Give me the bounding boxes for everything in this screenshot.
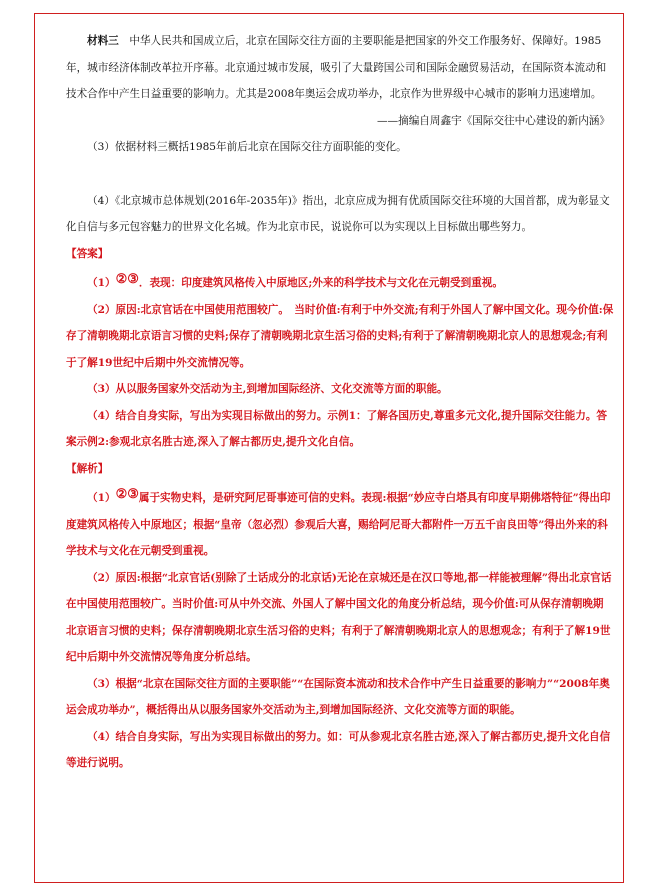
analysis-2: （2）原因:根据“北京官话(别除了土话成分的北京话)无论在京城还是在汉口等地,都一样能被理解”得出北京官话在中国使用范围较广。当时价值:可从中外交流、外国人了解中国文化的角度分析总结，现今价值:可从保存清朝晚期北京语言习惯的史料；保存清朝晚期北京生活习俗的史料；有利于了解清朝晚期北京人的思想观念；有利于了解19世纪中后期中外交流情况等角度分析总结。 <box>66 571 612 663</box>
analysis-4: （4）结合自身实际，写出为实现目标做出的努力。如：可从参观北京名胜古迹,深入了解古都历史,提升文化自信等进行说明。 <box>66 730 611 769</box>
analysis-3: （3）根据“北京在国际交往方面的主要职能”“在国际资本流动和技术合作中产生日益重要的影响力”“2008年奥运会成功举办”，概括得出从以服务国家外交活动为主,到增加国际经济、文化交流等方面的职能。 <box>66 677 610 716</box>
material3-source: ——摘编自周鑫宇《国际交往中心建设的新内涵》 <box>376 114 610 127</box>
analysis-1 <box>66 482 614 565</box>
question-3: （3）依据材料三概括1985年前后北京在国际交往方面职能的变化。 <box>87 141 407 153</box>
answer-1-circled-numbers: ②③ <box>115 272 139 287</box>
answer-4: （4）结合自身实际，写出为实现目标做出的努力。示例1：了解各国历史,尊重多元文化,提升国际交往能力。答案示例2:参观北京名胜古迹,深入了解古都历史,提升文化自信。 <box>66 409 608 448</box>
answer-1-prefix: （1） <box>87 277 116 289</box>
answer-header: 【答案】 <box>66 247 109 260</box>
material3-paragraph <box>66 28 614 108</box>
answer-3: （3）从以服务国家外交活动为主,到增加国际经济、文化交流等方面的职能。 <box>87 383 448 395</box>
analysis-1-circled-numbers: ②③ <box>115 487 139 502</box>
material3-label: 材料三 <box>87 35 119 47</box>
document-content <box>66 28 614 777</box>
spacer <box>66 161 614 188</box>
answer-2: （2）原因:北京官话在中国使用范围较广。 当时价值:有利于中外交流;有利于外国人了解中国文化。现今价值:保存了清朝晚期北京语言习惯的史料;保存了清朝晚期北京生活习俗的史料;有利于了解清朝晚期北京人的思想观念;有利于了解19世纪中后期中外交流情况等。 <box>66 303 614 369</box>
analysis-1-prefix: （1） <box>87 492 116 504</box>
material3-text: 中华人民共和国成立后，北京在国际交往方面的主要职能是把国家的外交工作服务好、保障好。1985年，城市经济体制改革拉开序幕。北京通过城市发展，吸引了大量跨国公司和国际金融贸易活动，在国际资本流动和技术合作中产生日益重要的影响力。尤其是2008年奥运会成功举办，北京作为世界级中心城市的影响力迅速增加。 <box>66 35 607 100</box>
question-4: （4）《北京城市总体规划(2016年-2035年)》指出，北京应成为拥有优质国际交往环境的大国首都，成为彰显文化自信与多元包容魅力的世界文化名城。作为北京市民，说说你可以为实现以上目标做出哪些努力。 <box>66 194 610 233</box>
answer-1-text: ．表现：印度建筑风格传入中原地区;外来的科学技术与文化在元朝受到重视。 <box>138 277 503 289</box>
analysis-header: 【解析】 <box>66 462 109 475</box>
analysis-1-text: 属于实物史料，是研究阿尼哥事迹可信的史料。表现:根据“妙应寺白塔具有印度早期佛塔特征”得出印度建筑风格传入中原地区；根据“皇帝（忽必烈）参观后大喜，赐给阿尼哥大都附件一万五千亩良田等”得出外来的科学技术与文化在元朝受到重视。 <box>66 492 611 557</box>
answer-1 <box>66 267 614 297</box>
